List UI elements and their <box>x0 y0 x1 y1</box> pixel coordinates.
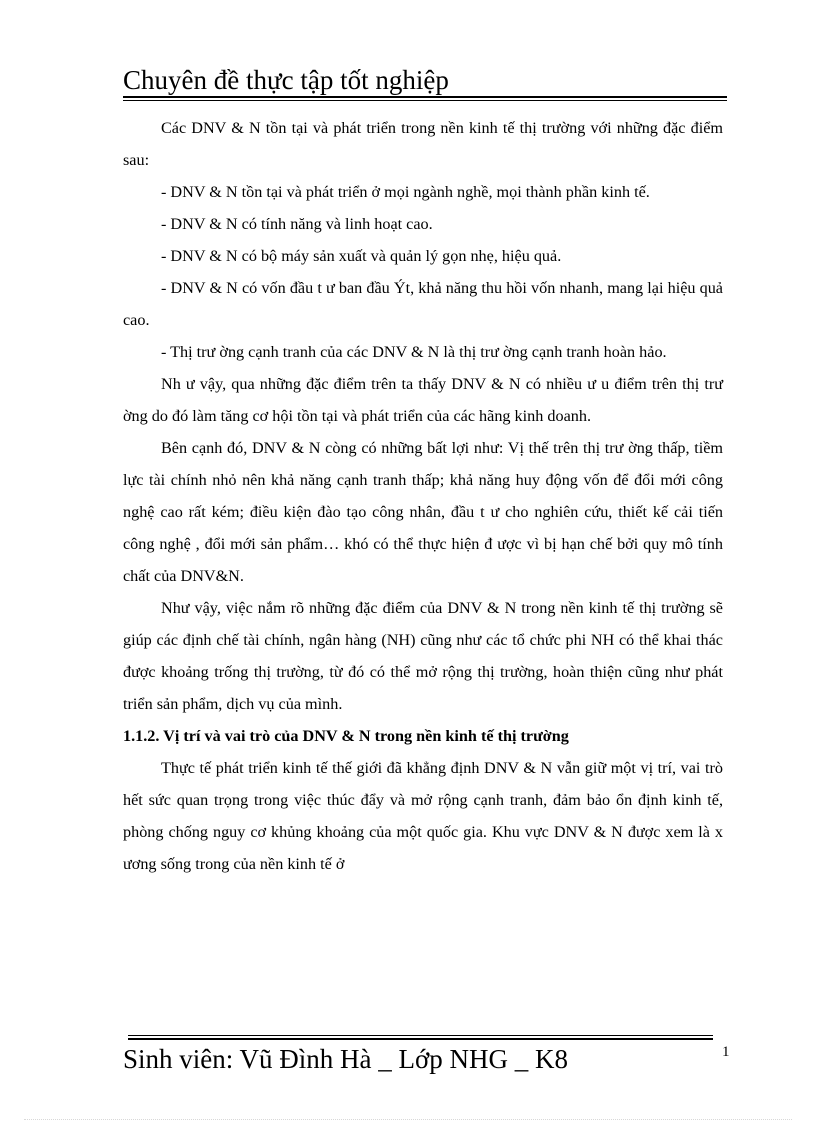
paragraph: Các DNV & N tồn tại và phát triển trong nền kinh tế thị trường với những đặc điểm sau: <box>123 119 723 169</box>
page-header-title: Chuyên đề thực tập tốt nghiệp <box>123 65 449 95</box>
paragraph: - Thị trư ờng cạnh tranh của các DNV & N là thị trư ờng cạnh tranh hoàn hảo. <box>161 343 667 361</box>
paragraph: Nh ư vậy, qua những đặc điểm trên ta thấy DNV & N có nhiều ư u điểm trên thị trư ờng do đó làm tăng cơ hội tồn tại và phát triển của các hãng kinh doanh. <box>123 375 723 425</box>
paragraph: - DNV & N tồn tại và phát triển ở mọi ngành nghề, mọi thành phần kinh tế. <box>161 183 650 201</box>
paragraph: Thực tế phát triển kinh tế thế giới đã khẳng định DNV & N vẫn giữ một vị trí, vai trò hết sức quan trọng trong việc thúc đẩy và mở rộng cạnh tranh, đảm bảo ổn định kinh tế, phòng chống nguy cơ khủng khoảng của một quốc gia. Khu vực DNV & N được xem là x ương sống trong của nền kinh tế ở <box>123 759 723 873</box>
paragraph: Bên cạnh đó, DNV & N còng có những bất lợi như: Vị thế trên thị trư ờng thấp, tiềm lực tài chính nhỏ nên khả năng cạnh tranh thấp; khả năng huy động vốn để đổi mới công nghệ cao rất kém; điều kiện đào tạo công nhân, đầu t ư cho nghiên cứu, thiết kế cải tiến công nghệ , đổi mới sản phẩm… khó có thể thực hiện đ ược vì bị hạn chế bởi quy mô tính chất của DNV&N. <box>123 439 723 585</box>
header-rule-thick <box>123 96 727 98</box>
section-heading: 1.1.2. Vị trí và vai trò của DNV & N trong nền kinh tế thị trường <box>123 727 569 745</box>
paragraph: Như vậy, việc nắm rõ những đặc điểm của DNV & N trong nền kinh tế thị trường sẽ giúp các định chế tài chính, ngân hàng (NH) cũng như các tổ chức phi NH có thể khai thác được khoảng trống thị trường, từ đó có thể mở rộng thị trường, hoàn thiện cũng như phát triển sản phẩm, dịch vụ của mình. <box>123 599 723 713</box>
paragraph: - DNV & N có tính năng và linh hoạt cao. <box>161 215 433 233</box>
footer-rule-thick <box>128 1038 713 1040</box>
header-rule-thin <box>123 100 727 101</box>
page-number: 1 <box>722 1044 730 1060</box>
paragraph: - DNV & N có vốn đầu t ư ban đầu Ýt, khả năng thu hồi vốn nhanh, mang lại hiệu quả cao. <box>123 279 723 329</box>
paragraph: - DNV & N có bộ máy sản xuất và quản lý gọn nhẹ, hiệu quả. <box>161 247 562 265</box>
footer-rule-thin <box>128 1035 713 1036</box>
body-text <box>123 112 723 880</box>
page-edge-divider <box>24 1119 792 1120</box>
page-footer-text: Sinh viên: Vũ Đình Hà _ Lớp NHG _ K8 <box>123 1044 569 1074</box>
